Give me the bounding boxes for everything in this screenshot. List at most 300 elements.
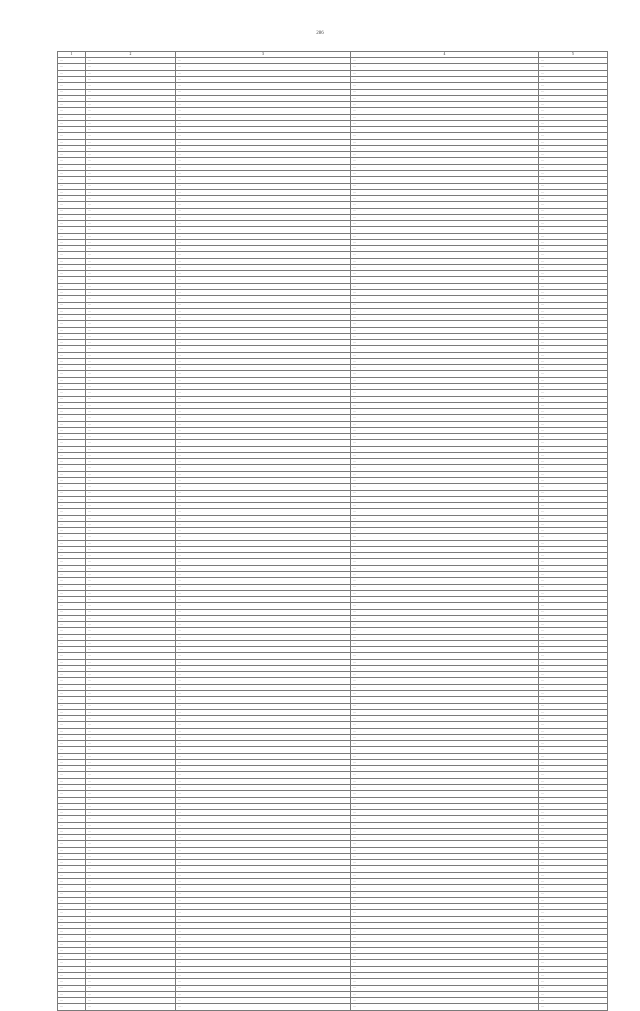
row-number-cell: …: [58, 609, 86, 615]
locality-cell: …: [86, 691, 176, 697]
period-cell: …: [539, 114, 608, 120]
row-number-cell: …: [58, 271, 86, 277]
work-type-cell: …: [351, 308, 539, 314]
row-number-cell: …: [58, 139, 86, 145]
locality-cell: …: [86, 346, 176, 352]
address-cell: …: [176, 828, 351, 834]
period-cell: …: [539, 935, 608, 941]
work-type-cell: …: [351, 465, 539, 471]
period-cell: …: [539, 872, 608, 878]
row-number-cell: …: [58, 152, 86, 158]
locality-cell: …: [86, 390, 176, 396]
address-cell: …: [176, 290, 351, 296]
work-type-cell: …: [351, 816, 539, 822]
work-type-cell: …: [351, 521, 539, 527]
locality-cell: …: [86, 841, 176, 847]
address-cell: …: [176, 528, 351, 534]
work-type-cell: …: [351, 628, 539, 634]
period-cell: …: [539, 584, 608, 590]
period-cell: …: [539, 434, 608, 440]
row-number-cell: …: [58, 797, 86, 803]
row-number-cell: …: [58, 515, 86, 521]
work-type-cell: …: [351, 759, 539, 765]
work-type-cell: …: [351, 803, 539, 809]
work-type-cell: …: [351, 496, 539, 502]
work-type-cell: …: [351, 239, 539, 245]
table-row: [58, 1004, 608, 1010]
row-number-cell: …: [58, 396, 86, 402]
row-number-cell: …: [58, 954, 86, 960]
work-type-cell: …: [351, 972, 539, 978]
work-type-cell: …: [351, 734, 539, 740]
address-cell: …: [176, 258, 351, 264]
locality-cell: …: [86, 1004, 176, 1010]
period-cell: …: [539, 785, 608, 791]
work-type-cell: …: [351, 490, 539, 496]
row-number-cell: …: [58, 910, 86, 916]
work-type-cell: …: [351, 189, 539, 195]
address-cell: …: [176, 315, 351, 321]
work-type-cell: …: [351, 83, 539, 89]
row-number-cell: …: [58, 878, 86, 884]
row-number-cell: …: [58, 885, 86, 891]
address-cell: …: [176, 753, 351, 759]
period-cell: …: [539, 797, 608, 803]
locality-cell: …: [86, 753, 176, 759]
locality-cell: …: [86, 252, 176, 258]
locality-cell: …: [86, 283, 176, 289]
row-number-cell: …: [58, 703, 86, 709]
period-cell: …: [539, 722, 608, 728]
period-cell: …: [539, 496, 608, 502]
address-cell: …: [176, 584, 351, 590]
work-type-cell: …: [351, 70, 539, 76]
row-number-cell: …: [58, 860, 86, 866]
work-type-cell: …: [351, 578, 539, 584]
row-number-cell: …: [58, 972, 86, 978]
locality-cell: …: [86, 515, 176, 521]
row-number-cell: …: [58, 979, 86, 985]
work-type-cell: …: [351, 384, 539, 390]
work-type-cell: …: [351, 64, 539, 70]
locality-cell: …: [86, 333, 176, 339]
address-cell: …: [176, 484, 351, 490]
page-number: 286: [316, 31, 324, 36]
locality-cell: …: [86, 778, 176, 784]
address-cell: …: [176, 252, 351, 258]
row-number-cell: …: [58, 709, 86, 715]
address-cell: …: [176, 427, 351, 433]
row-number-cell: …: [58, 214, 86, 220]
row-number-cell: …: [58, 904, 86, 910]
row-number-cell: …: [58, 960, 86, 966]
address-cell: …: [176, 841, 351, 847]
address-cell: …: [176, 603, 351, 609]
period-cell: …: [539, 221, 608, 227]
address-cell: …: [176, 998, 351, 1004]
row-number-cell: …: [58, 985, 86, 991]
period-cell: …: [539, 791, 608, 797]
work-type-cell: …: [351, 691, 539, 697]
period-cell: …: [539, 189, 608, 195]
work-type-cell: …: [351, 327, 539, 333]
address-cell: …: [176, 83, 351, 89]
period-cell: …: [539, 647, 608, 653]
locality-cell: …: [86, 747, 176, 753]
period-cell: …: [539, 396, 608, 402]
period-cell: …: [539, 183, 608, 189]
address-cell: …: [176, 722, 351, 728]
period-cell: …: [539, 440, 608, 446]
row-number-cell: …: [58, 991, 86, 997]
work-type-cell: …: [351, 139, 539, 145]
address-cell: …: [176, 628, 351, 634]
locality-cell: …: [86, 409, 176, 415]
row-number-cell: …: [58, 164, 86, 170]
row-number-cell: …: [58, 615, 86, 621]
work-type-cell: …: [351, 202, 539, 208]
row-number-cell: …: [58, 390, 86, 396]
address-cell: …: [176, 885, 351, 891]
locality-cell: …: [86, 828, 176, 834]
address-cell: …: [176, 308, 351, 314]
locality-cell: …: [86, 108, 176, 114]
period-cell: …: [539, 922, 608, 928]
address-cell: …: [176, 452, 351, 458]
address-cell: …: [176, 791, 351, 797]
address-cell: …: [176, 678, 351, 684]
row-number-cell: …: [58, 246, 86, 252]
locality-cell: …: [86, 521, 176, 527]
locality-cell: …: [86, 684, 176, 690]
row-number-cell: …: [58, 778, 86, 784]
period-cell: …: [539, 271, 608, 277]
address-cell: …: [176, 133, 351, 139]
work-type-cell: …: [351, 415, 539, 421]
period-cell: …: [539, 145, 608, 151]
row-number-cell: …: [58, 252, 86, 258]
locality-cell: …: [86, 76, 176, 82]
address-cell: …: [176, 734, 351, 740]
address-cell: …: [176, 565, 351, 571]
period-cell: …: [539, 546, 608, 552]
period-cell: …: [539, 208, 608, 214]
row-number-cell: …: [58, 578, 86, 584]
address-cell: …: [176, 440, 351, 446]
address-cell: …: [176, 114, 351, 120]
address-cell: …: [176, 597, 351, 603]
row-number-cell: …: [58, 509, 86, 515]
work-type-cell: …: [351, 966, 539, 972]
address-cell: …: [176, 571, 351, 577]
address-cell: …: [176, 559, 351, 565]
row-number-cell: …: [58, 133, 86, 139]
column-number: 1: [58, 52, 86, 58]
period-cell: …: [539, 421, 608, 427]
row-number-cell: …: [58, 941, 86, 947]
work-type-cell: …: [351, 396, 539, 402]
work-type-cell: …: [351, 878, 539, 884]
address-cell: …: [176, 640, 351, 646]
period-cell: …: [539, 196, 608, 202]
address-cell: …: [176, 509, 351, 515]
row-number-cell: …: [58, 640, 86, 646]
work-type-cell: …: [351, 753, 539, 759]
period-cell: …: [539, 904, 608, 910]
locality-cell: …: [86, 415, 176, 421]
row-number-cell: …: [58, 816, 86, 822]
period-cell: …: [539, 409, 608, 415]
row-number-cell: …: [58, 929, 86, 935]
locality-cell: …: [86, 628, 176, 634]
period-cell: …: [539, 672, 608, 678]
work-type-cell: …: [351, 935, 539, 941]
locality-cell: …: [86, 427, 176, 433]
address-cell: …: [176, 659, 351, 665]
address-cell: …: [176, 816, 351, 822]
locality-cell: …: [86, 246, 176, 252]
row-number-cell: …: [58, 365, 86, 371]
address-cell: …: [176, 321, 351, 327]
work-type-cell: …: [351, 246, 539, 252]
locality-cell: …: [86, 816, 176, 822]
work-type-cell: …: [351, 947, 539, 953]
row-number-cell: …: [58, 534, 86, 540]
locality-cell: …: [86, 484, 176, 490]
address-cell: …: [176, 409, 351, 415]
address-cell: …: [176, 665, 351, 671]
period-cell: …: [539, 321, 608, 327]
row-number-cell: …: [58, 490, 86, 496]
period-cell: …: [539, 83, 608, 89]
address-cell: …: [176, 810, 351, 816]
period-cell: …: [539, 571, 608, 577]
work-type-cell: …: [351, 258, 539, 264]
period-cell: …: [539, 296, 608, 302]
work-type-cell: …: [351, 609, 539, 615]
row-number-cell: …: [58, 734, 86, 740]
work-type-cell: …: [351, 565, 539, 571]
locality-cell: …: [86, 640, 176, 646]
work-type-cell: …: [351, 208, 539, 214]
period-cell: …: [539, 515, 608, 521]
period-cell: …: [539, 998, 608, 1004]
locality-cell: …: [86, 365, 176, 371]
locality-cell: …: [86, 58, 176, 64]
period-cell: …: [539, 371, 608, 377]
locality-cell: …: [86, 766, 176, 772]
row-number-cell: …: [58, 935, 86, 941]
period-cell: …: [539, 803, 608, 809]
address-cell: …: [176, 246, 351, 252]
work-type-cell: …: [351, 634, 539, 640]
address-cell: …: [176, 772, 351, 778]
work-type-cell: …: [351, 897, 539, 903]
work-type-cell: …: [351, 440, 539, 446]
period-cell: …: [539, 916, 608, 922]
period-cell: …: [539, 139, 608, 145]
locality-cell: …: [86, 139, 176, 145]
row-number-cell: …: [58, 95, 86, 101]
address-cell: …: [176, 647, 351, 653]
work-type-cell: …: [351, 133, 539, 139]
address-cell: …: [176, 797, 351, 803]
locality-cell: …: [86, 358, 176, 364]
address-cell: …: [176, 108, 351, 114]
row-number-cell: …: [58, 540, 86, 546]
locality-cell: …: [86, 208, 176, 214]
work-type-cell: …: [351, 402, 539, 408]
address-cell: …: [176, 622, 351, 628]
work-type-cell: …: [351, 114, 539, 120]
work-type-cell: …: [351, 797, 539, 803]
locality-cell: …: [86, 966, 176, 972]
row-number-cell: …: [58, 452, 86, 458]
work-type-cell: …: [351, 515, 539, 521]
period-cell: …: [539, 327, 608, 333]
row-number-cell: …: [58, 559, 86, 565]
period-cell: …: [539, 759, 608, 765]
locality-cell: …: [86, 615, 176, 621]
row-number-cell: …: [58, 277, 86, 283]
work-type-cell: …: [351, 227, 539, 233]
address-cell: …: [176, 214, 351, 220]
address-cell: …: [176, 296, 351, 302]
locality-cell: …: [86, 878, 176, 884]
work-type-cell: …: [351, 597, 539, 603]
work-type-cell: …: [351, 540, 539, 546]
period-cell: …: [539, 835, 608, 841]
period-cell: …: [539, 277, 608, 283]
address-cell: …: [176, 396, 351, 402]
address-cell: …: [176, 822, 351, 828]
locality-cell: …: [86, 985, 176, 991]
row-number-cell: …: [58, 697, 86, 703]
address-cell: …: [176, 390, 351, 396]
work-type-cell: …: [351, 922, 539, 928]
period-cell: …: [539, 534, 608, 540]
work-type-cell: …: [351, 127, 539, 133]
work-type-cell: …: [351, 452, 539, 458]
address-cell: …: [176, 860, 351, 866]
work-type-cell: …: [351, 158, 539, 164]
row-number-cell: …: [58, 70, 86, 76]
locality-cell: …: [86, 64, 176, 70]
address-cell: …: [176, 127, 351, 133]
row-number-cell: …: [58, 891, 86, 897]
address-cell: …: [176, 578, 351, 584]
work-type-cell: …: [351, 741, 539, 747]
row-number-cell: …: [58, 571, 86, 577]
period-cell: …: [539, 214, 608, 220]
period-cell: …: [539, 910, 608, 916]
address-cell: …: [176, 741, 351, 747]
period-cell: …: [539, 847, 608, 853]
address-cell: …: [176, 966, 351, 972]
work-type-cell: …: [351, 590, 539, 596]
period-cell: …: [539, 590, 608, 596]
locality-cell: …: [86, 590, 176, 596]
locality-cell: …: [86, 452, 176, 458]
period-cell: …: [539, 966, 608, 972]
address-cell: …: [176, 778, 351, 784]
period-cell: …: [539, 490, 608, 496]
address-cell: …: [176, 340, 351, 346]
period-cell: …: [539, 628, 608, 634]
locality-cell: …: [86, 716, 176, 722]
row-number-cell: …: [58, 202, 86, 208]
row-number-cell: …: [58, 766, 86, 772]
work-type-cell: …: [351, 371, 539, 377]
address-cell: …: [176, 590, 351, 596]
work-type-cell: …: [351, 998, 539, 1004]
locality-cell: …: [86, 327, 176, 333]
period-cell: …: [539, 415, 608, 421]
locality-cell: …: [86, 340, 176, 346]
work-type-cell: …: [351, 709, 539, 715]
period-cell: …: [539, 340, 608, 346]
row-number-cell: …: [58, 120, 86, 126]
locality-cell: …: [86, 170, 176, 176]
locality-cell: …: [86, 571, 176, 577]
row-number-cell: …: [58, 947, 86, 953]
period-cell: …: [539, 528, 608, 534]
period-cell: …: [539, 734, 608, 740]
address-cell: …: [176, 503, 351, 509]
locality-cell: …: [86, 189, 176, 195]
locality-cell: …: [86, 377, 176, 383]
address-cell: …: [176, 164, 351, 170]
row-number-cell: …: [58, 377, 86, 383]
row-number-cell: …: [58, 590, 86, 596]
locality-cell: …: [86, 697, 176, 703]
address-cell: …: [176, 477, 351, 483]
locality-cell: …: [86, 308, 176, 314]
address-cell: …: [176, 202, 351, 208]
address-cell: …: [176, 515, 351, 521]
period-cell: …: [539, 484, 608, 490]
period-cell: …: [539, 766, 608, 772]
locality-cell: …: [86, 221, 176, 227]
row-number-cell: …: [58, 678, 86, 684]
period-cell: …: [539, 941, 608, 947]
locality-cell: …: [86, 947, 176, 953]
work-type-cell: …: [351, 170, 539, 176]
period-cell: …: [539, 891, 608, 897]
locality-cell: …: [86, 446, 176, 452]
locality-cell: …: [86, 860, 176, 866]
period-cell: …: [539, 503, 608, 509]
row-number-cell: …: [58, 189, 86, 195]
row-number-cell: …: [58, 521, 86, 527]
row-number-cell: …: [58, 822, 86, 828]
locality-cell: …: [86, 434, 176, 440]
period-cell: …: [539, 452, 608, 458]
period-cell: …: [539, 227, 608, 233]
work-type-cell: …: [351, 365, 539, 371]
address-cell: …: [176, 421, 351, 427]
row-number-cell: …: [58, 484, 86, 490]
locality-cell: …: [86, 196, 176, 202]
row-number-cell: …: [58, 772, 86, 778]
address-cell: …: [176, 728, 351, 734]
locality-cell: …: [86, 853, 176, 859]
locality-cell: …: [86, 127, 176, 133]
address-cell: …: [176, 534, 351, 540]
work-type-cell: …: [351, 985, 539, 991]
period-cell: …: [539, 89, 608, 95]
locality-cell: …: [86, 490, 176, 496]
